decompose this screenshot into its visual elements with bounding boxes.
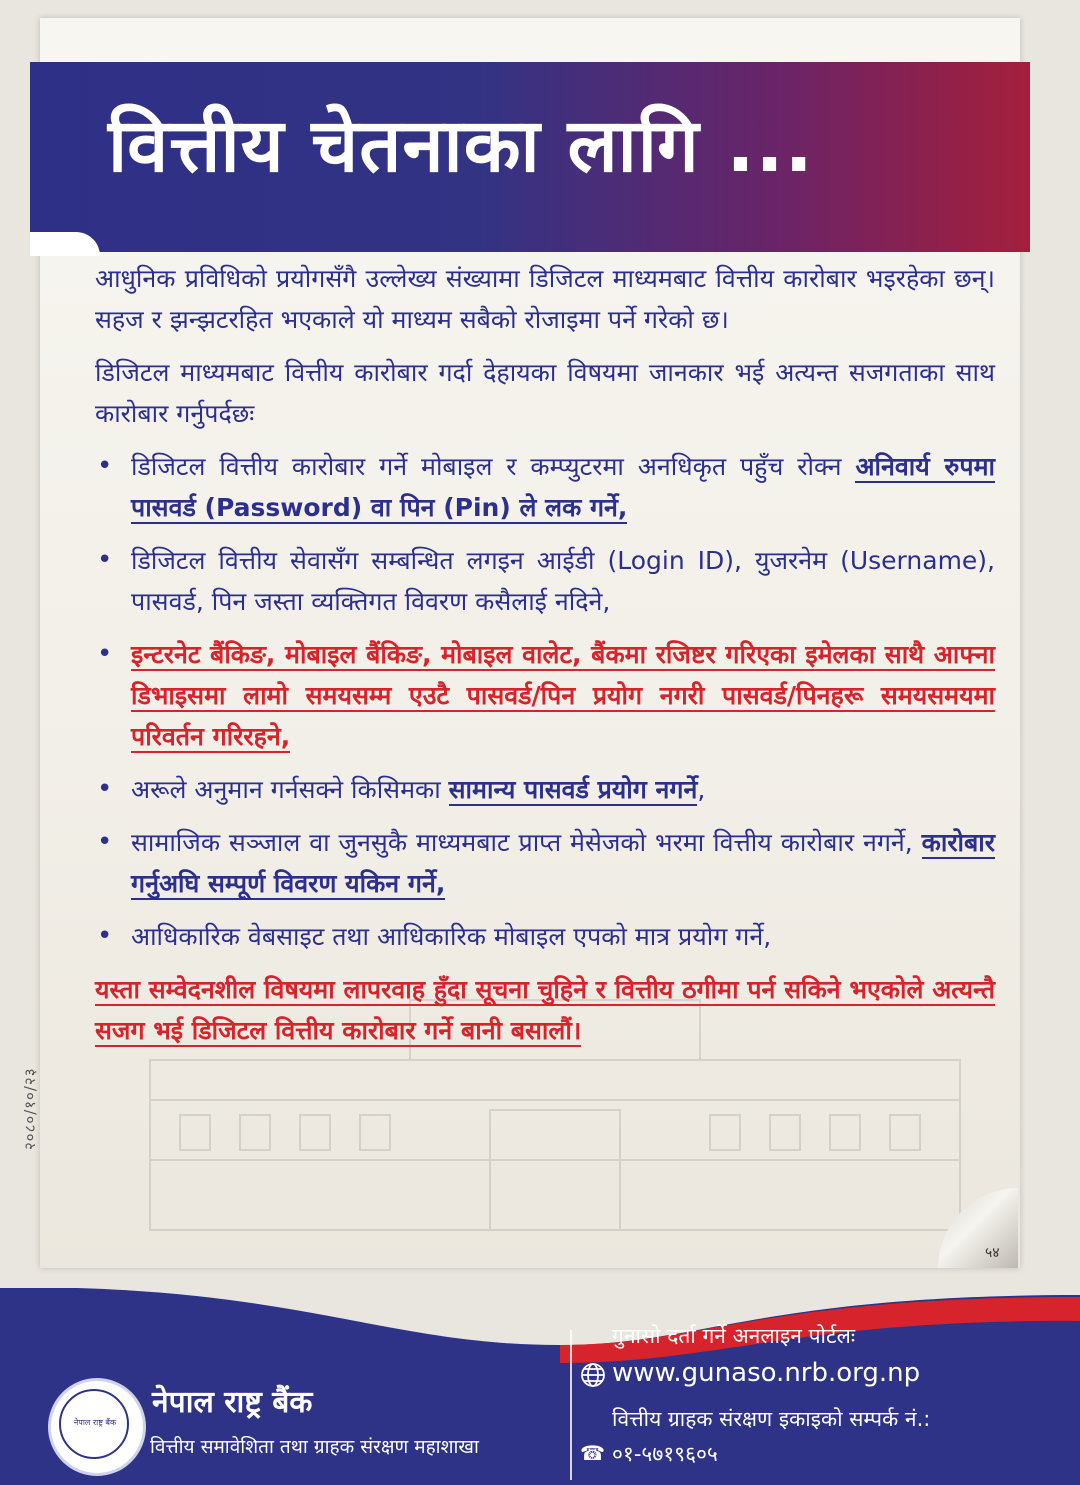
bullet-icon: • — [97, 451, 113, 481]
list-item — [95, 916, 995, 957]
closing-paragraph — [95, 969, 995, 1051]
portal-label: गुनासो दर्ता गर्ने अनलाइन पोर्टलः — [612, 1324, 856, 1348]
footer-divider — [570, 1330, 572, 1480]
nrb-logo — [48, 1378, 146, 1476]
bullet-icon: • — [97, 827, 113, 857]
bullet-1-text: डिजिटल वित्तीय कारोबार गर्ने मोबाइल र कम्प्युटरमा अनधिकृत पहुँच रोक्न — [131, 452, 856, 481]
bullet-3-text: इन्टरनेट बैंकिङ, मोबाइल बैंकिङ, मोबाइल वालेट, बैंकमा रजिष्टर गरिएका इमेलका साथै आफ्ना डिभाइसमा लामो समयसम्म एउटै पासवर्ड/पिन प्रयोग नगरी पासवर्ड/पिनहरू समयसमयमा परिवर्तन गरिरहने, — [131, 640, 995, 751]
list-item — [95, 540, 995, 622]
list-item — [95, 634, 995, 757]
bullet-1-emphasis: अनिवार्य रुपमा पासवर्ड (Password) वा पिन (Pin) ले लक गर्ने, — [131, 452, 996, 522]
guideline-list — [95, 446, 995, 957]
bullet-icon: • — [97, 921, 113, 951]
globe-icon — [580, 1362, 606, 1388]
vertical-date: २०८०/१०/२३ — [21, 1067, 39, 1150]
bullet-icon: • — [97, 774, 113, 804]
bullet-5-text: सामाजिक सञ्जाल वा जुनसुकै माध्यमबाट प्राप्त मेसेजको भरमा वित्तीय कारोबार नगर्ने, — [131, 828, 922, 857]
portal-url-link[interactable]: www.gunaso.nrb.org.np — [612, 1358, 921, 1388]
bullet-icon: • — [97, 545, 113, 575]
bullet-4-tail: , — [697, 775, 706, 804]
department-name: वित्तीय समावेशिता तथा ग्राहक संरक्षण महाशाखा — [150, 1436, 479, 1458]
bullet-4-text: अरूले अनुमान गर्नसक्ने किसिमका — [131, 775, 449, 804]
bullet-6-text: आधिकारिक वेबसाइट तथा आधिकारिक मोबाइल एपको मात्र प्रयोग गर्ने, — [131, 922, 772, 951]
page-number: ५४ — [985, 1245, 1000, 1261]
bullet-icon: • — [97, 639, 113, 669]
list-item — [95, 822, 995, 904]
bank-name: नेपाल राष्ट्र बैंक — [152, 1385, 313, 1420]
intro-paragraph-2: डिजिटल माध्यमबाट वित्तीय कारोबार गर्दा देहायका विषयमा जानकार भई अत्यन्त सजगताका साथ कारोबार गर्नुपर्दछः — [95, 358, 995, 428]
contact-label: वित्तीय ग्राहक संरक्षण इकाइको सम्पर्क नं.: — [612, 1407, 931, 1431]
bullet-4-emphasis: सामान्य पासवर्ड प्रयोग नगर्ने — [448, 775, 698, 804]
content-body — [95, 258, 995, 1051]
footer-wave — [0, 1275, 1080, 1365]
title-banner-curl — [30, 232, 100, 256]
bullet-2-text: डिजिटल वित्तीय सेवासँग सम्बन्धित लगइन आईडी (Login ID), युजरनेम (Username), पासवर्ड, पिन जस्ता व्यक्तिगत विवरण कसैलाई नदिने, — [131, 546, 995, 616]
list-item — [95, 446, 995, 528]
page-title: वित्तीय चेतनाका लागि ... — [108, 103, 814, 189]
intro-paragraph-1: आधुनिक प्रविधिको प्रयोगसँगै उल्लेख्य संख्यामा डिजिटल माध्यमबाट वित्तीय कारोबार भइरहेका छन्। सहज र झन्झटरहित भएकाले यो माध्यम सबैको रोजाइमा पर्ने गरेको छ। — [95, 264, 995, 334]
phone-icon: ☎ — [580, 1441, 605, 1465]
list-item — [95, 769, 995, 810]
contact-number: ०१-५७१९६०५ — [612, 1442, 718, 1466]
closing-text: यस्ता सम्वेदनशील विषयमा लापरवाह हुँदा सूचना चुहिने र वित्तीय ठगीमा पर्न सकिने भएकोले अत्यन्तै सजग भई डिजिटल वित्तीय कारोबार गर्ने बानी बसालौं। — [95, 975, 995, 1045]
bullet-5-emphasis: कारोबार गर्नुअघि सम्पूर्ण विवरण यकिन गर्ने, — [131, 828, 995, 898]
logo-text: नेपाल राष्ट्र बैंक — [73, 1418, 117, 1427]
